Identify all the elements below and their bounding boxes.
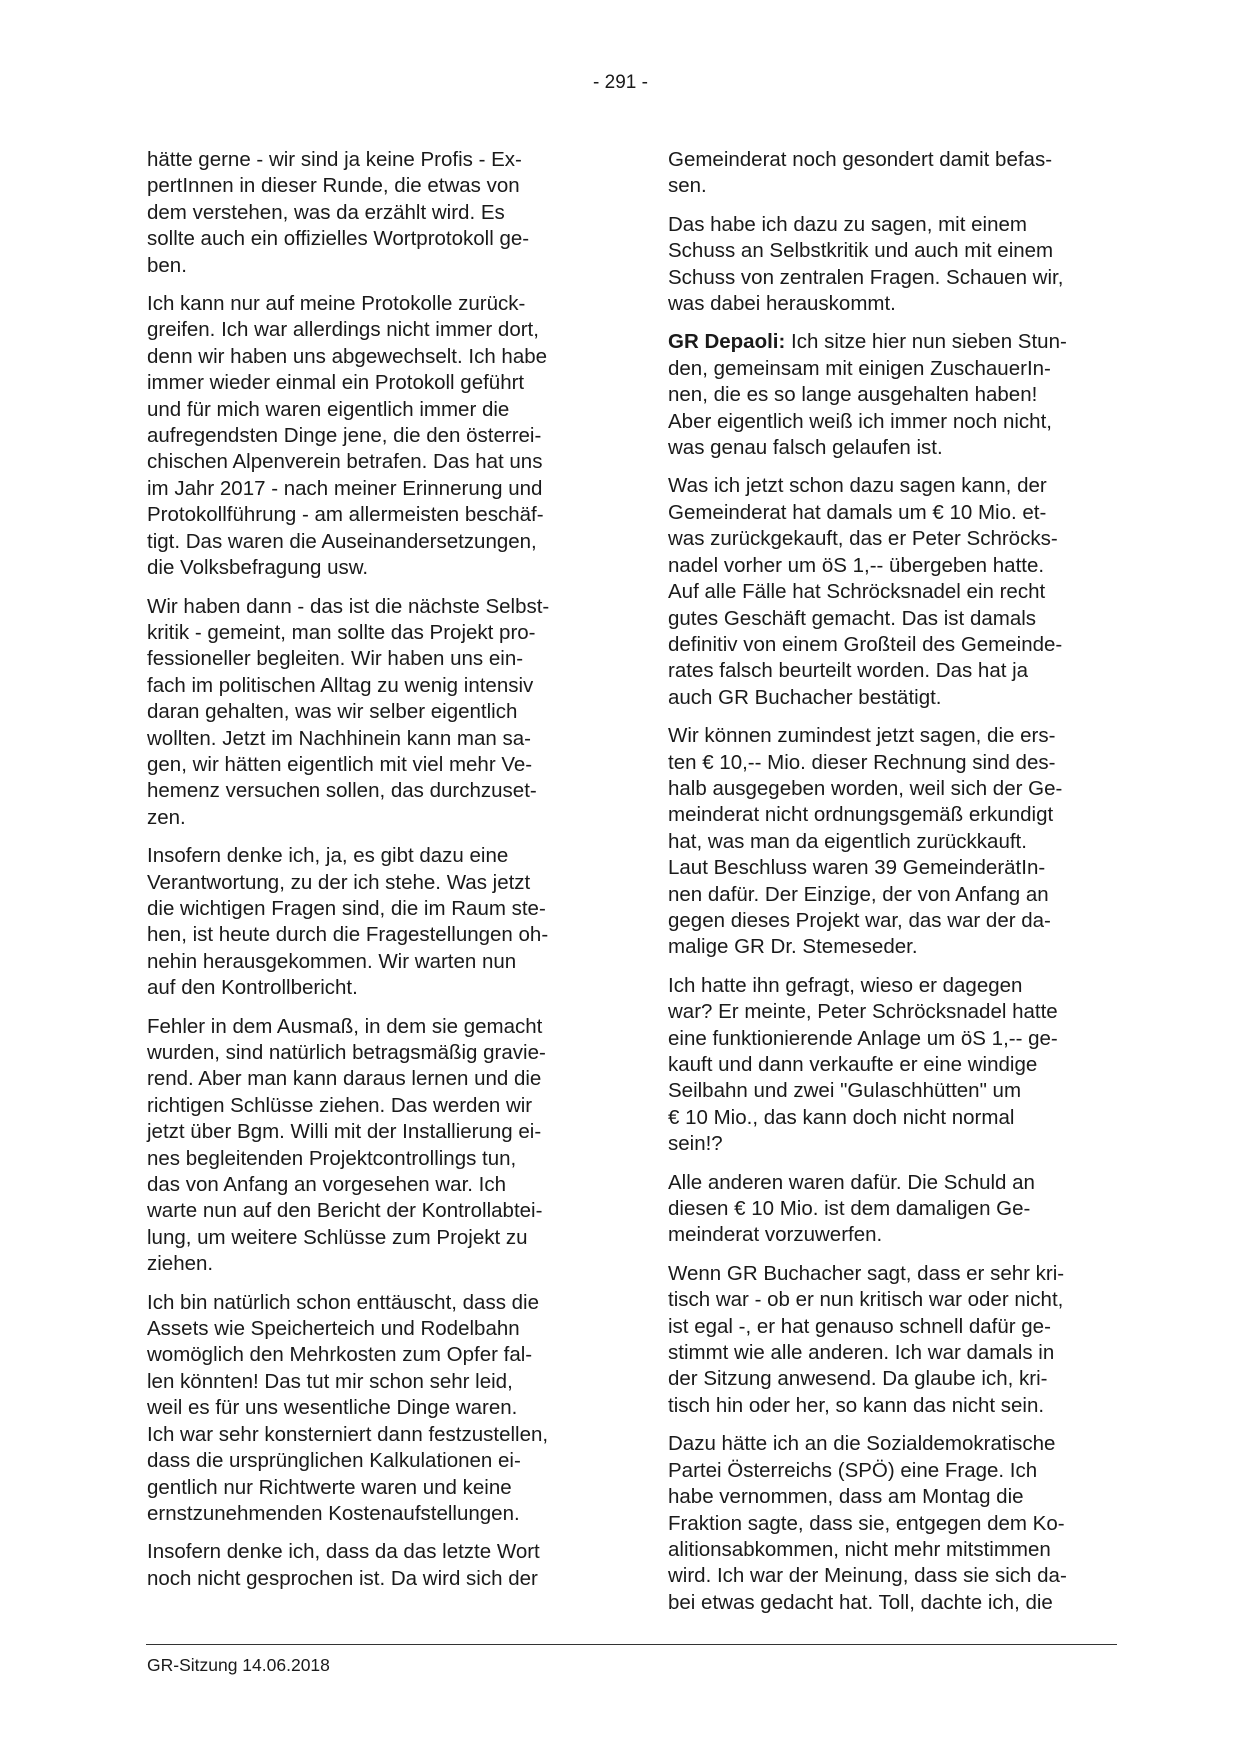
text-line: nehin herausgekommen. Wir warten nun	[147, 949, 517, 973]
text-line: Aber eigentlich weiß ich immer noch nicht,	[668, 409, 1052, 433]
text-line: weil es für uns wesentliche Dinge waren.	[147, 1396, 518, 1420]
paragraph	[668, 723, 1116, 961]
text-line: Insofern denke ich, dass da das letzte Wort	[147, 1540, 540, 1564]
text-line: Ich war sehr konsterniert dann festzustellen,	[147, 1422, 549, 1446]
text-line: halb ausgegeben worden, weil sich der Ge-	[668, 776, 1063, 800]
text-line: wird. Ich war der Meinung, dass sie sich da-	[668, 1564, 1067, 1588]
text-line: der Sitzung anwesend. Da glaube ich, kri-	[668, 1367, 1048, 1391]
text-line: Schuss von zentralen Fragen. Schauen wir,	[668, 265, 1064, 289]
speaker-name: GR Depaoli:	[668, 330, 786, 354]
speaker-line-rest: Ich sitze hier nun sieben Stun-	[785, 330, 1067, 354]
text-line: len könnten! Das tut mir schon sehr leid,	[147, 1369, 513, 1393]
text-line: was dabei herauskommt.	[668, 292, 896, 316]
text-line: auch GR Buchacher bestätigt.	[668, 685, 942, 709]
paragraph	[668, 473, 1116, 711]
text-line: nes begleitenden Projektcontrollings tun,	[147, 1146, 517, 1170]
text-line: Ich kann nur auf meine Protokolle zurück-	[147, 292, 526, 316]
text-line: fessioneller begleiten. Wir haben uns ein-	[147, 647, 524, 671]
text-line: hätte gerne - wir sind ja keine Profis - Ex-	[147, 148, 522, 171]
text-line: Schuss an Selbstkritik und auch mit einem	[668, 239, 1054, 263]
text-line: Insofern denke ich, ja, es gibt dazu eine	[147, 844, 509, 868]
text-line: rates falsch beurteilt worden. Das hat ja	[668, 659, 1029, 683]
text-line: Wir können zumindest jetzt sagen, die ers-	[668, 724, 1056, 748]
text-line: € 10 Mio., das kann doch nicht normal	[668, 1105, 1015, 1129]
text-line: aufregendsten Dinge jene, die den österrei-	[147, 424, 542, 448]
text-line: sein!?	[668, 1132, 723, 1156]
paragraph	[668, 973, 1116, 1158]
text-line: fach im politischen Alltag zu wenig intensiv	[147, 673, 534, 697]
text-line: Assets wie Speicherteich und Rodelbahn	[147, 1317, 520, 1341]
text-line: ten € 10,-- Mio. dieser Rechnung sind des-	[668, 750, 1056, 774]
text-line: Was ich jetzt schon dazu sagen kann, der	[668, 474, 1047, 498]
text-line: Wenn GR Buchacher sagt, dass er sehr kri-	[668, 1261, 1065, 1285]
text-line: hemenz versuchen sollen, das durchzuset-	[147, 779, 537, 803]
text-line: pertInnen in dieser Runde, die etwas von	[147, 174, 520, 198]
text-line: Dazu hätte ich an die Sozialdemokratische	[668, 1432, 1056, 1456]
text-line: eine funktionierende Anlage um öS 1,-- ge-	[668, 1026, 1058, 1050]
text-line: tisch war - ob er nun kritisch war oder nicht,	[668, 1288, 1064, 1312]
paragraph	[147, 147, 595, 279]
text-line: Gemeinderat noch gesondert damit befas-	[668, 148, 1053, 171]
paragraph	[147, 1014, 595, 1278]
text-line: und für mich waren eigentlich immer die	[147, 397, 510, 421]
paragraph	[668, 1170, 1116, 1249]
text-line: wollten. Jetzt im Nachhinein kann man sa-	[147, 726, 531, 750]
text-line: war? Er meinte, Peter Schröcksnadel hatte	[668, 1000, 1058, 1024]
text-line: im Jahr 2017 - nach meiner Erinnerung und	[147, 476, 543, 500]
text-line: rend. Aber man kann daraus lernen und die	[147, 1067, 542, 1091]
text-line: auf den Kontrollbericht.	[147, 976, 358, 1000]
text-line: Partei Österreichs (SPÖ) eine Frage. Ich	[668, 1458, 1038, 1482]
text-line: zen.	[147, 805, 186, 829]
text-line	[668, 329, 1116, 355]
text-line: definitiv von einem Großteil des Gemeinde-	[668, 632, 1063, 656]
paragraph	[668, 147, 1116, 200]
text-line: ziehen.	[147, 1252, 214, 1276]
text-line: wurden, sind natürlich betragsmäßig gravie-	[147, 1041, 546, 1064]
text-line: ben.	[147, 253, 187, 277]
text-line: malige GR Dr. Stemeseder.	[668, 935, 918, 959]
text-line: nen dafür. Der Einzige, der von Anfang an	[668, 882, 1049, 906]
text-line: die Volksbefragung usw.	[147, 556, 369, 580]
text-line: den, gemeinsam mit einigen ZuschauerIn-	[668, 356, 1051, 380]
left-column	[147, 147, 595, 1604]
paragraph	[668, 212, 1116, 318]
text-line: Fehler in dem Ausmaß, in dem sie gemacht	[147, 1014, 543, 1038]
text-line: was genau falsch gelaufen ist.	[668, 436, 943, 460]
text-line: meinderat vorzuwerfen.	[668, 1223, 883, 1247]
text-line: Gemeinderat hat damals um € 10 Mio. et-	[668, 500, 1047, 524]
paragraph	[147, 1290, 595, 1528]
text-line: denn wir haben uns abgewechselt. Ich habe	[147, 344, 548, 368]
text-line: tisch hin oder her, so kann das nicht sein.	[668, 1393, 1045, 1417]
text-line: ernstzunehmenden Kostenaufstellungen.	[147, 1501, 520, 1525]
text-line: chischen Alpenverein betrafen. Das hat uns	[147, 450, 543, 474]
text-line: lung, um weitere Schlüsse zum Projekt zu	[147, 1225, 528, 1249]
paragraph	[147, 843, 595, 1001]
text-line: dass die ursprünglichen Kalkulationen ei-	[147, 1449, 521, 1473]
text-line: Protokollführung - am allermeisten beschäf-	[147, 503, 544, 527]
footer-session-date: GR-Sitzung 14.06.2018	[147, 1655, 330, 1675]
right-column	[668, 147, 1116, 1628]
text-line: richtigen Schlüsse ziehen. Das werden wir	[147, 1093, 533, 1117]
text-line: gegen dieses Projekt war, das war der da-	[668, 908, 1051, 932]
text-line: alitionsabkommen, nicht mehr mitstimmen	[668, 1537, 1051, 1561]
paragraph	[668, 1261, 1116, 1419]
text-line: meinderat nicht ordnungsgemäß erkundigt	[668, 803, 1054, 827]
paragraph	[668, 329, 1116, 461]
text-line: ist egal -, er hat genauso schnell dafür ge-	[668, 1314, 1051, 1338]
text-line: nen, die es so lange ausgehalten haben!	[668, 383, 1038, 407]
text-line: nadel vorher um öS 1,-- übergeben hatte.	[668, 553, 1045, 577]
paragraph	[147, 291, 595, 581]
text-line: Fraktion sagte, dass sie, entgegen dem Ko-	[668, 1511, 1065, 1535]
paragraph	[147, 1539, 595, 1592]
text-line: hat, was man da eigentlich zurückkauft.	[668, 829, 1027, 853]
text-line: womöglich den Mehrkosten zum Opfer fal-	[147, 1343, 533, 1367]
text-line: sollte auch ein offizielles Wortprotokoll ge-	[147, 227, 530, 251]
text-line: dem verstehen, was da erzählt wird. Es	[147, 200, 505, 224]
text-line: gentlich nur Richtwerte waren und keine	[147, 1475, 512, 1499]
text-line: kauft und dann verkaufte er eine windige	[668, 1053, 1038, 1076]
text-line: stimmt wie alle anderen. Ich war damals in	[668, 1341, 1055, 1365]
text-line: Ich bin natürlich schon enttäuscht, dass die	[147, 1290, 540, 1314]
text-line: greifen. Ich war allerdings nicht immer dort,	[147, 318, 539, 342]
text-line: warte nun auf den Bericht der Kontrollabtei-	[147, 1199, 543, 1223]
text-line: hen, ist heute durch die Fragestellungen oh-	[147, 923, 549, 947]
paragraph	[668, 1431, 1116, 1616]
text-line: Alle anderen waren dafür. Die Schuld an	[668, 1170, 1035, 1194]
paragraph	[147, 594, 595, 832]
text-line: die wichtigen Fragen sind, die im Raum ste-	[147, 896, 546, 920]
text-line: Seilbahn und zwei "Gulaschhütten" um	[668, 1079, 1022, 1103]
text-line: Ich hatte ihn gefragt, wieso er dagegen	[668, 973, 1023, 997]
text-line: das von Anfang an vorgesehen war. Ich	[147, 1173, 507, 1197]
text-line: Auf alle Fälle hat Schröcksnadel ein recht	[668, 580, 1046, 604]
text-line: Verantwortung, zu der ich stehe. Was jetzt	[147, 870, 531, 894]
text-line: sen.	[668, 174, 707, 198]
text-line: diesen € 10 Mio. ist dem damaligen Ge-	[668, 1197, 1031, 1221]
text-line: gen, wir hätten eigentlich mit viel mehr Ve-	[147, 752, 533, 776]
text-line: Das habe ich dazu zu sagen, mit einem	[668, 212, 1027, 236]
text-line: Laut Beschluss waren 39 GemeinderätIn-	[668, 856, 1046, 880]
text-line: noch nicht gesprochen ist. Da wird sich der	[147, 1566, 538, 1590]
footer-divider	[146, 1644, 1117, 1645]
text-line: kritik - gemeint, man sollte das Projekt pro-	[147, 620, 536, 644]
text-line: habe vernommen, dass am Montag die	[668, 1485, 1024, 1509]
text-line: Wir haben dann - das ist die nächste Selbst-	[147, 594, 550, 618]
text-line: daran gehalten, was wir selber eigentlich	[147, 700, 518, 724]
text-line: was zurückgekauft, das er Peter Schröcks-	[668, 527, 1058, 551]
page-number: - 291 -	[593, 72, 648, 93]
text-line: immer wieder einmal ein Protokoll geführt	[147, 371, 525, 395]
text-line: jetzt über Bgm. Willi mit der Installierung ei-	[147, 1120, 542, 1144]
text-line: tigt. Das waren die Auseinandersetzungen,	[147, 529, 537, 553]
text-line: bei etwas gedacht hat. Toll, dachte ich, die	[668, 1590, 1053, 1614]
text-line: gutes Geschäft gemacht. Das ist damals	[668, 606, 1037, 630]
